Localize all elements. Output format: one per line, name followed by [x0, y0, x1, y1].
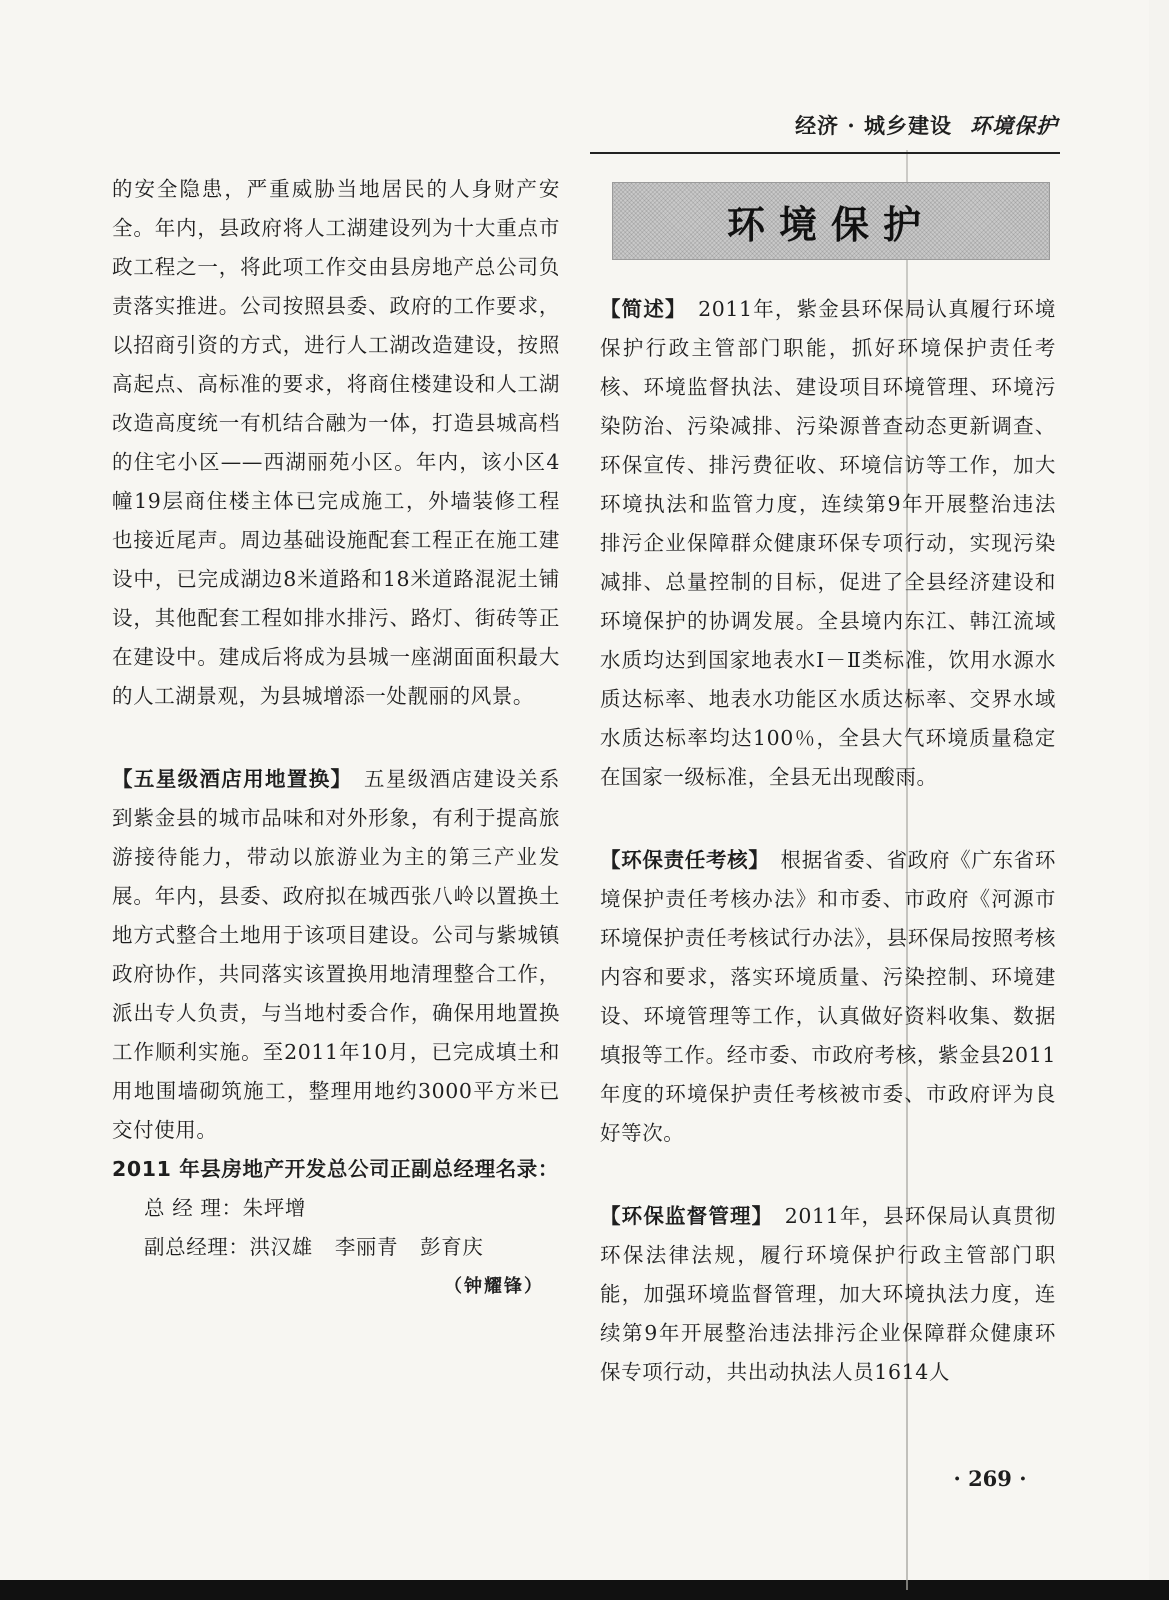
hotel-text: 五星级酒店建设关系到紫金县的城市品味和对外形象，有利于提高旅游接待能力，带动以旅游业为主的第三产业发展。年内，县委、政府拟在城西张八岭以置换土地方式整合土地用于该项目建设。公司与紫城镇政府协作，共同落实该置换用地清理整合工作，派出专人负责，与当地村委合作，确保用地置换工作顺利实施。至2011年10月，已完成填土和用地围墙砌筑施工，整理用地约3000平方米已交付使用。	[112, 767, 560, 1142]
responsibility-text: 根据省委、省政府《广东省环境保护责任考核办法》和市委、市政府《河源市环境保护责任考核试行办法》，县环保局按照考核内容和要求，落实环境质量、污染控制、环境建设、环境管理等工作，认真做好资料收集、数据填报等工作。经市委、市政府考核，紫金县2011年度的环境保护责任考核被市委、市政府评为良好等次。	[600, 848, 1056, 1145]
scan-margin	[1149, 0, 1169, 1580]
dgm-name: 洪汉雄	[249, 1235, 313, 1259]
dgm-label: 副总经理：	[144, 1235, 250, 1259]
header-category: 经济 · 城乡建设	[795, 113, 952, 138]
right-column	[600, 290, 1056, 1392]
hotel-label: 【五星级酒店用地置换】	[112, 767, 343, 791]
paragraph-responsibility	[600, 841, 1056, 1153]
dgm-name: 彭育庆	[420, 1235, 484, 1259]
paragraph-summary	[600, 290, 1056, 797]
summary-text: 2011年，紫金县环保局认真履行环境保护行政主管部门职能，抓好环境保护责任考核、环境监督执法、建设项目环境管理、环境污染防治、污染减排、污染源普查动态更新调查、环保宣传、排污费征收、环境信访等工作，加大环境执法和监管力度，连续第9年开展整治违法排污企业保障群众健康环保专项行动，实现污染减排、总量控制的目标，促进了全县经济建设和环境保护的协调发展。全县境内东江、韩江流域水质均达到国家地表水Ⅰ－Ⅱ类标准，饮用水源水质达标率、地表水功能区水质达标率、交界水域水质达标率均达100％，全县大气环境质量稳定在国家一级标准，全县无出现酸雨。	[600, 297, 1056, 789]
section-title: 环境保护	[726, 202, 935, 247]
running-header	[600, 110, 1058, 150]
dgm-name: 李丽青	[334, 1235, 399, 1259]
page-number: · 269 ·	[953, 1466, 1027, 1491]
paragraph-lake: 的安全隐患，严重威胁当地居民的人身财产安全。年内，县政府将人工湖建设列为十大重点市政工程之一，将此项工作交由县房地产总公司负责落实推进。公司按照县委、政府的工作要求，以招商引资的方式，进行人工湖改造建设，按照高起点、高标准的要求，将商住楼建设和人工湖改造高度统一有机结合融为一体，打造县城高档的住宅小区——西湖丽苑小区。年内，该小区4幢19层商住楼主体已完成施工，外墙装修工程也接近尾声。周边基础设施配套工程正在施工建设中，已完成湖边8米道路和18米道路混泥土铺设，其他配套工程如排水排污、路灯、街砖等正在建设中。建成后将成为县城一座湖面面积最大的人工湖景观，为县城增添一处靓丽的风景。	[112, 177, 560, 708]
header-section: 环境保护	[970, 113, 1058, 138]
roster-gm	[112, 1189, 560, 1228]
supervision-label: 【环保监督管理】	[600, 1204, 764, 1228]
left-column	[112, 170, 560, 1306]
summary-label: 【简述】	[600, 297, 677, 321]
roster-title: 2011 年县房地产开发总公司正副总经理名录：	[112, 1157, 559, 1181]
header-rule	[590, 152, 1060, 154]
gm-name: 朱坪增	[242, 1196, 306, 1220]
author-credit: （钟耀锋）	[444, 1276, 544, 1297]
gm-label: 总 经 理：	[144, 1196, 243, 1220]
responsibility-label: 【环保责任考核】	[600, 848, 760, 872]
scan-border	[0, 1580, 1169, 1600]
section-title-box	[612, 182, 1050, 260]
roster-dgm	[112, 1228, 560, 1267]
supervision-text: 2011年，县环保局认真贯彻环保法律法规，履行环境保护行政主管部门职能，加强环境监督管理，加大环境执法力度，连续第9年开展整治违法排污企业保障群众健康环保专项行动，共出动执法人员1614人	[600, 1204, 1056, 1384]
paragraph-supervision	[600, 1197, 1056, 1392]
paragraph-hotel	[112, 760, 560, 1150]
